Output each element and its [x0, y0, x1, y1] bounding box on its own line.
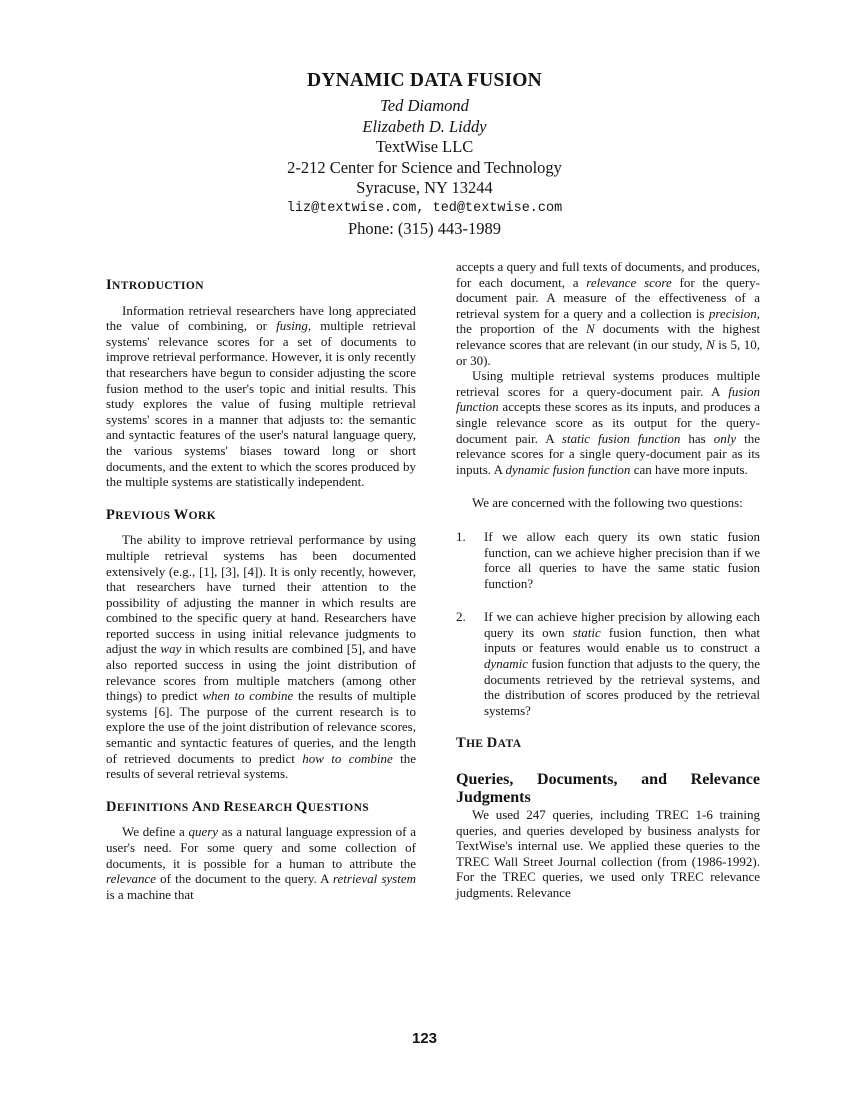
left-column [106, 278, 416, 902]
section-heading-the-data: THE DATA [456, 735, 522, 752]
research-questions-list [456, 609, 760, 718]
list-item: 2. If we can achieve higher precision by allowing each query its own static fusion function, then what inputs or features would enable us to construct a dynamic fusion function that adjusts to the query, the documents retrieved by the retrieval systems, and the distribution of scores produced by the retrieval systems? [456, 609, 760, 718]
author-name: Ted Diamond [380, 96, 469, 115]
paper-header [0, 70, 849, 239]
subsection-heading: Queries, Documents, and Relevance [456, 771, 760, 789]
paragraph: Using multiple retrieval systems produces multiple retrieval scores for a query-document pair. A fusion function accepts these scores as its inputs, and produces a single relevance score as its output for the query-document pair. A static fusion function has only the relevance scores for a single query-document pair as its inputs. A dynamic fusion function can have more inputs. [456, 368, 760, 477]
right-column [456, 259, 760, 901]
paragraph: The ability to improve retrieval performance by using multiple retrieval systems has been documented extensively (e.g., [1], [3], [4]). It is only recently, however, that researchers have turned their attention to the possibility of adjusting the manner in which results are combined to the specific query at hand. Researchers have reported success in using initial relevance judgments to adjust the way in which results are combined [5], and have also reported success in using the joint distribution of relevance scores from multiple matchers (among other things) to predict when to combine the results of multiple systems [6]. The purpose of the current research is to explore the use of the joint distribution of relevance scores, semantic and syntactic features of queries, and the length of retrieved documents to predict how to combine the results of several retrieval systems. [106, 532, 417, 782]
research-questions-list [456, 529, 760, 591]
section-heading-previous-work: PREVIOUS WORK [106, 506, 217, 523]
paragraph: Information retrieval researchers have long appreciated the value of combining, or fusing, multiple retrieval systems' relevance scores for a set of documents to improve retrieval performance. However, it is only recently that researchers have begun to consider adjusting the score fusion method to the user's topic and initial results. This study explores the value of fusing multiple retrieval systems' scores in a manner that adjusts to: the semantic and syntactic features of the user's natural language query, the various systems' biases toward long or short documents, and the extent to which the scores produced by the multiple systems are statistically independent. [106, 302, 416, 490]
paragraph: We are concerned with the following two questions: [472, 495, 743, 511]
subsection-heading: Judgments [456, 789, 531, 807]
paragraph: accepts a query and full texts of documents, and produces, for each document, a relevance score for the query-document pair. A measure of the effectiveness of a retrieval system for a query and a collection is precision, the proportion of the N documents with the highest relevance scores that are relevant (in our study, N is 5, 10, or 30). [456, 259, 761, 368]
paper-title: DYNAMIC DATA FUSION [307, 70, 542, 91]
phone-number: Phone: (315) 443-1989 [347, 218, 502, 238]
address-line: Syracuse, NY 13244 [356, 178, 493, 197]
paragraph: We define a query as a natural language expression of a user's need. For some query and some collection of documents, it is possible for a human to attribute the relevance of the document to the query. A retrieval system is a machine that [106, 824, 417, 902]
address-line: 2-212 Center for Science and Technology [287, 157, 562, 177]
paragraph: We used 247 queries, including TREC 1-6 training queries, and queries developed by business analysts for TextWise's internal use. We applied these queries to the TREC Wall Street Journal collection (from (1986-1992). For the TREC queries, we used only TREC relevance judgments. Relevance [456, 807, 760, 900]
email-addresses: liz@textwise.com, ted@textwise.com [286, 200, 563, 216]
affiliation: TextWise LLC [375, 137, 474, 156]
author-name: Elizabeth D. Liddy [362, 116, 487, 136]
section-heading-definitions: DEFINITIONS AND RESEARCH QUESTIONS [106, 798, 370, 815]
list-item: 1. If we allow each query its own static fusion function, can we achieve higher precision than if we force all queries to have the same static fusion function? [456, 528, 760, 591]
page-number: 123 [411, 1030, 438, 1047]
section-heading-introduction: INTRODUCTION [106, 277, 204, 293]
